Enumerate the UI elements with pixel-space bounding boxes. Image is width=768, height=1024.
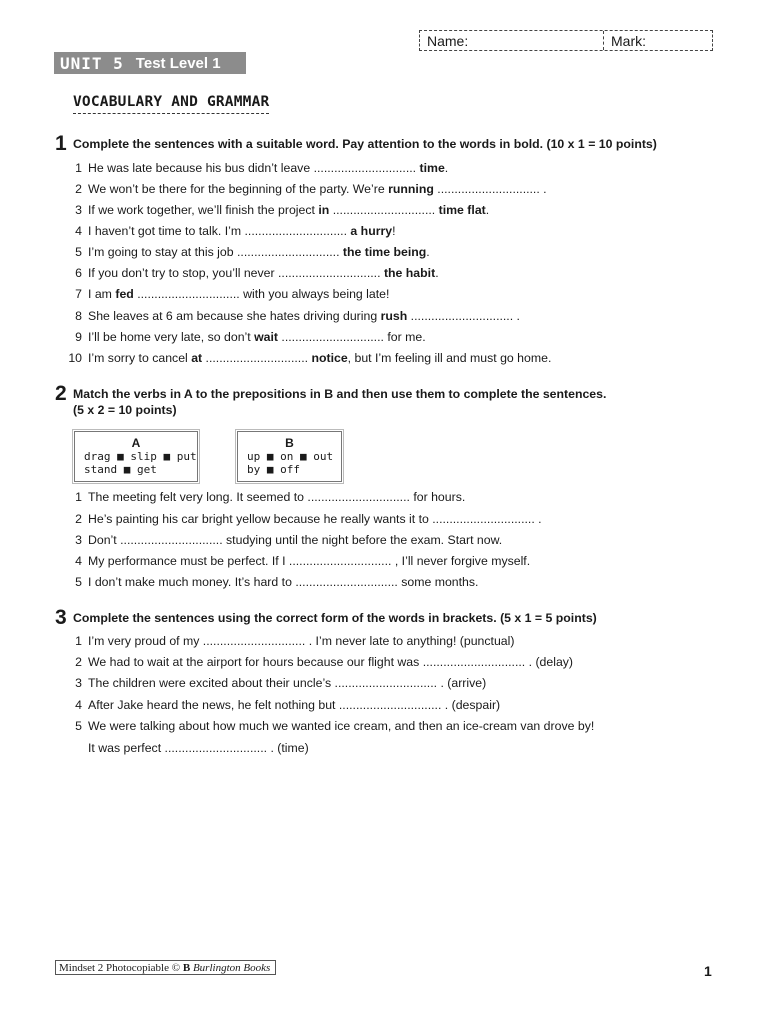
item-text: . bbox=[435, 266, 439, 280]
ex1-item bbox=[60, 329, 426, 345]
bold-word: time flat bbox=[438, 203, 486, 217]
bold-word: wait bbox=[254, 330, 279, 344]
item-text: I’m going to stay at this job .............................. bbox=[88, 245, 343, 259]
name-label: Name: bbox=[427, 33, 469, 49]
exercise-1-title bbox=[55, 134, 657, 154]
item-number: 1 bbox=[75, 161, 82, 175]
item-text: If we work together, we’ll finish the project bbox=[88, 203, 319, 217]
item-number: 2 bbox=[75, 512, 82, 526]
instruction-line: Match the verbs in A to the prepositions in B and then use them to complete the sentences. bbox=[73, 387, 607, 401]
unit-level: Test Level 1 bbox=[135, 54, 221, 72]
ex2-item bbox=[60, 574, 478, 590]
exercise-2-title bbox=[55, 384, 606, 418]
item-text: She leaves at 6 am because she hates driving during bbox=[88, 309, 381, 323]
bold-word: fed bbox=[115, 287, 134, 301]
item-text: I’ll be home very late, so don’t bbox=[88, 330, 255, 344]
name-field[interactable] bbox=[420, 31, 604, 50]
item-text: My performance must be perfect. If I .............................. , I’ll never forgive myself. bbox=[88, 554, 531, 568]
ex1-item bbox=[60, 202, 489, 218]
ex1-item bbox=[60, 350, 551, 366]
item-number: 10 bbox=[68, 351, 82, 365]
publisher-name: Burlington Books bbox=[192, 962, 271, 974]
item-number: 9 bbox=[75, 330, 82, 344]
bold-word: in bbox=[318, 203, 330, 217]
footer-text: Mindset 2 Photocopiable © bbox=[59, 962, 183, 974]
item-number: 3 bbox=[75, 203, 82, 217]
page-number: 1 bbox=[704, 963, 712, 979]
item-number: 4 bbox=[75, 224, 82, 238]
item-text: I am bbox=[88, 287, 116, 301]
ex3-item bbox=[60, 633, 514, 649]
item-number: 5 bbox=[75, 719, 82, 733]
bold-word: running bbox=[388, 182, 434, 196]
bold-word: rush bbox=[380, 309, 408, 323]
item-text: We won’t be there for the beginning of the party. We’re bbox=[88, 182, 389, 196]
ex1-item bbox=[60, 308, 520, 324]
item-text: .............................. . bbox=[407, 309, 520, 323]
item-text: I haven’t got time to talk. I’m .............................. bbox=[88, 224, 351, 238]
ex1-item bbox=[60, 181, 547, 197]
bold-word: time bbox=[419, 161, 445, 175]
item-number: 6 bbox=[75, 266, 82, 280]
exercise-number: 2 bbox=[55, 382, 67, 405]
section-title: VOCABULARY AND GRAMMAR bbox=[73, 94, 269, 114]
ex3-item bbox=[60, 675, 486, 691]
ex2-item bbox=[60, 553, 530, 569]
item-text: If you don’t try to stop, you’ll never .............................. bbox=[88, 266, 384, 280]
item-text: He’s painting his car bright yellow because he really wants it to .............................. . bbox=[88, 512, 542, 526]
mark-field[interactable] bbox=[604, 31, 646, 50]
name-mark-box bbox=[419, 30, 713, 51]
item-number: 5 bbox=[75, 245, 82, 259]
item-text: I don’t make much money. It’s hard to .............................. some months. bbox=[88, 575, 479, 589]
ex2-item bbox=[60, 532, 502, 548]
item-text: . bbox=[485, 203, 490, 217]
item-number: 2 bbox=[75, 182, 82, 196]
item-text: .............................. bbox=[202, 351, 312, 365]
ex2-item bbox=[60, 511, 542, 527]
unit-banner bbox=[54, 52, 246, 74]
item-number: 4 bbox=[75, 554, 82, 568]
box-words: stand ■ get bbox=[84, 463, 157, 476]
box-words: up ■ on ■ out bbox=[247, 450, 334, 463]
item-text: I’m very proud of my .............................. . I’m never late to anything! (punctual) bbox=[88, 634, 515, 648]
ex1-item bbox=[60, 160, 448, 176]
box-words: drag ■ slip ■ put bbox=[84, 450, 197, 463]
item-text: The meeting felt very long. It seemed to .............................. for hours. bbox=[88, 490, 466, 504]
item-number: 5 bbox=[75, 575, 82, 589]
mark-label: Mark: bbox=[611, 33, 646, 49]
exercise-3-title bbox=[55, 608, 597, 628]
item-number: 3 bbox=[75, 533, 82, 547]
item-text: After Jake heard the news, he felt nothing but .............................. . (despair) bbox=[88, 698, 501, 712]
instruction-points: (5 x 2 = 10 points) bbox=[73, 403, 177, 417]
item-number: 1 bbox=[75, 490, 82, 504]
bold-word: notice bbox=[311, 351, 348, 365]
item-text: ! bbox=[392, 224, 396, 238]
item-text: Don’t .............................. studying until the night before the exam. Start now. bbox=[88, 533, 503, 547]
item-text: .............................. with you always being late! bbox=[133, 287, 390, 301]
word-box-a bbox=[74, 431, 198, 482]
item-text: I’m sorry to cancel bbox=[88, 351, 192, 365]
footer-copyright bbox=[55, 960, 276, 975]
ex1-item bbox=[60, 223, 396, 239]
item-text: . bbox=[444, 161, 449, 175]
bold-word: the habit bbox=[383, 266, 436, 280]
item-number: 4 bbox=[75, 698, 82, 712]
item-number: 8 bbox=[75, 309, 82, 323]
ex1-item bbox=[60, 286, 389, 302]
item-number: 3 bbox=[75, 676, 82, 690]
ex3-item bbox=[60, 718, 594, 734]
ex3-item bbox=[60, 654, 573, 670]
box-words: by ■ off bbox=[247, 463, 300, 476]
item-text: The children were excited about their uncle’s .............................. . (arrive) bbox=[88, 676, 487, 690]
item-text: We were talking about how much we wanted ice cream, and then an ice-cream van drove by! bbox=[88, 719, 595, 733]
bold-word: the time being bbox=[342, 245, 427, 259]
bold-word: a hurry bbox=[350, 224, 393, 238]
unit-word: UNIT 5 bbox=[60, 53, 124, 73]
word-box-b bbox=[237, 431, 342, 482]
box-heading: B bbox=[285, 436, 294, 450]
exercise-number: 3 bbox=[55, 606, 67, 629]
item-text: We had to wait at the airport for hours because our flight was .............................. . (delay) bbox=[88, 655, 574, 669]
ex3-item-continuation: It was perfect .............................. . (time) bbox=[88, 741, 309, 755]
item-text: He was late because his bus didn’t leave .............................. bbox=[88, 161, 420, 175]
burlington-logo-icon: B bbox=[182, 962, 191, 974]
ex1-item bbox=[60, 265, 439, 281]
exercise-instruction: Complete the sentences using the correct form of the words in brackets. (5 x 1 = 5 points) bbox=[73, 611, 597, 625]
ex2-item bbox=[60, 489, 465, 505]
ex1-item bbox=[60, 244, 430, 260]
item-text: , but I’m feeling ill and must go home. bbox=[347, 351, 552, 365]
item-number: 1 bbox=[75, 634, 82, 648]
box-heading: A bbox=[131, 436, 141, 450]
exercise-instruction bbox=[73, 384, 606, 418]
exercise-number: 1 bbox=[55, 132, 67, 155]
item-text: .............................. . bbox=[433, 182, 547, 196]
bold-word: at bbox=[191, 351, 203, 365]
item-text: .............................. for me. bbox=[278, 330, 426, 344]
ex3-item bbox=[60, 697, 500, 713]
item-number: 2 bbox=[75, 655, 82, 669]
item-number: 7 bbox=[75, 287, 82, 301]
item-text: . bbox=[426, 245, 430, 259]
exercise-instruction: Complete the sentences with a suitable word. Pay attention to the words in bold. (10 x 1 = 10 points) bbox=[73, 137, 657, 151]
item-text: .............................. bbox=[329, 203, 439, 217]
